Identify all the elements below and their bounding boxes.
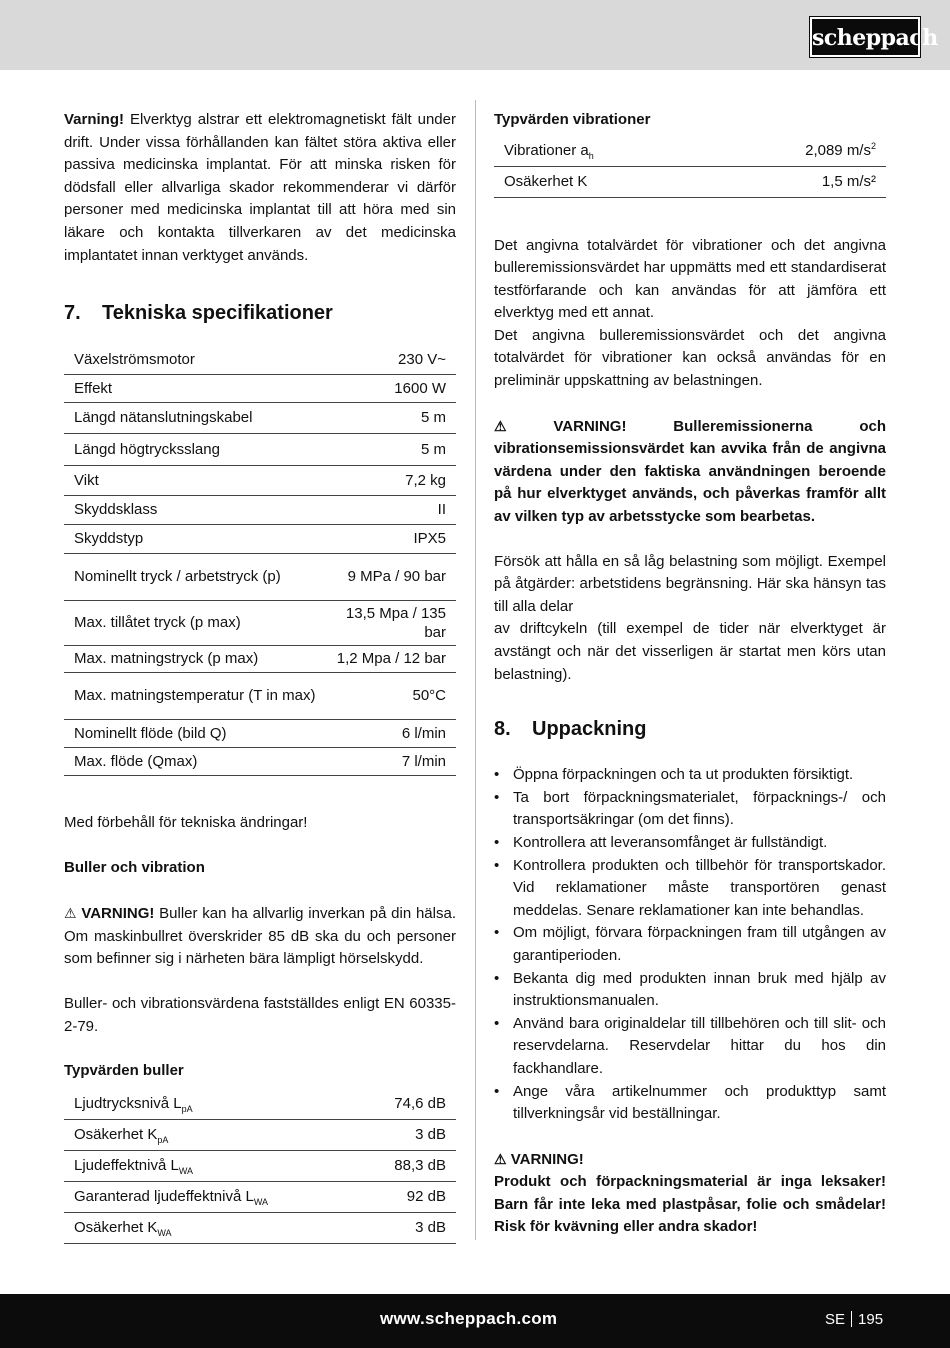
spec-row	[64, 465, 456, 495]
vibration-value	[708, 135, 886, 166]
spec-label: Max. matningstryck (p max)	[64, 645, 326, 672]
vibration-table	[494, 135, 886, 198]
noise-value: 88,3 dB	[358, 1150, 456, 1181]
spec-table	[64, 346, 456, 776]
spec-value: II	[326, 495, 456, 524]
vibration-row	[494, 166, 886, 197]
list-item: • Kontrollera att leveransomfånget är fullständigt.	[494, 832, 886, 855]
page-indicator	[825, 1309, 883, 1332]
noise-value: 3 dB	[358, 1212, 456, 1243]
emf-warning-lead: Varning!	[64, 111, 125, 128]
noise-value: 74,6 dB	[358, 1088, 456, 1119]
spec-label: Max. flöde (Qmax)	[64, 747, 326, 775]
section-7-heading	[64, 300, 456, 326]
page-separator	[851, 1311, 852, 1327]
section-7-number: 7.	[64, 302, 81, 325]
spec-row	[64, 553, 456, 600]
vibration-text-2: Det angivna bulleremissionsvärdet och det angivna totalvärdet för vibrationer kan också användas för en preliminär uppskattning av belastningen.	[494, 326, 886, 390]
spec-label: Max. matningstemperatur (T in max)	[64, 672, 326, 719]
emission-warning-paragraph	[494, 415, 886, 529]
load-text-2: av driftcykeln (till exempel de tider när elverktyget är avstängt och när det visserligen är startat men körs utan belastning).	[494, 620, 886, 683]
spec-row	[64, 402, 456, 433]
vibration-value-text: 1,5 m/s²	[821, 173, 876, 190]
spec-value: 13,5 Mpa / 135 bar	[326, 600, 456, 645]
emf-warning-paragraph	[64, 109, 456, 267]
scheppach-logo: scheppach	[810, 17, 920, 57]
spec-label: Max. tillåtet tryck (p max)	[64, 600, 326, 645]
spec-label: Effekt	[64, 374, 326, 402]
vibration-label	[494, 166, 708, 197]
noise-row	[64, 1088, 456, 1119]
spec-row	[64, 524, 456, 553]
vibration-value	[708, 166, 886, 197]
spec-row	[64, 719, 456, 747]
spec-row	[64, 346, 456, 374]
spec-value: 7 l/min	[326, 747, 456, 775]
vibration-value-text: 2,089 m/s	[805, 141, 871, 159]
page-number: 195	[858, 1311, 884, 1328]
list-item: • Ange våra artikelnummer och produkttyp samt tillverkningsår vid beställningar.	[494, 1081, 886, 1126]
emission-warning-text: VARNING! Bulleremissionerna och vibrationsemissionsvärdet kan avvika från de angivna värdena under den faktiska användningen beroende på hur elverktyget används, och påverkas framför allt av vilken typ av arbetsstycke som bearbetas.	[494, 417, 887, 526]
list-item: • Om möjligt, förvara förpackningen fram till utgången av garantiperioden.	[494, 922, 886, 967]
noise-heading: Buller och vibration	[64, 859, 205, 877]
website-link[interactable]: www.scheppach.com	[380, 1309, 558, 1328]
list-item: • Ta bort förpackningsmaterialet, förpacknings-/ och transportsäkringar (om det finns).	[494, 787, 886, 832]
vibration-text-1: Det angivna totalvärdet för vibrationer och det angivna bulleremissionsvärdet har uppmätts med ett standardiserat testförfarande och kan användas för att jämföra ett elverktyg med ett annat.	[494, 236, 886, 322]
section-8-title: Uppackning	[532, 718, 647, 741]
spec-value: 5 m	[326, 402, 456, 433]
reservation-note: Med förbehåll för tekniska ändringar!	[64, 813, 308, 831]
spec-value: 9 MPa / 90 bar	[326, 553, 456, 600]
vibration-value-superscript: 2	[870, 140, 876, 151]
spec-label: Nominellt tryck / arbetstryck (p)	[64, 553, 326, 600]
spec-row	[64, 747, 456, 775]
noise-label-subscript: pA	[181, 1103, 193, 1114]
spec-value: IPX5	[326, 524, 456, 553]
load-text-1: Försök att hålla en så låg belastning som möjligt. Exempel på åtgärder: arbetstidens begränsning. Här ska hänsyn tas till alla delar	[494, 552, 886, 615]
toy-warning-text: Produkt och förpackningsmaterial är inga leksaker! Barn får inte leka med plastpåsar, folie och smådelar! Risk för kvävning eller andra skador!	[494, 1173, 886, 1236]
noise-label-subscript: WA	[178, 1166, 193, 1177]
noise-warning-paragraph	[64, 902, 456, 971]
page-header	[0, 0, 950, 70]
right-column	[494, 109, 886, 1239]
noise-label	[64, 1119, 358, 1150]
spec-value: 5 m	[326, 433, 456, 465]
spec-label: Nominellt flöde (bild Q)	[64, 719, 326, 747]
spec-value: 6 l/min	[326, 719, 456, 747]
spec-row	[64, 600, 456, 645]
left-column	[64, 109, 456, 1244]
spec-value: 1600 W	[326, 374, 456, 402]
list-item: • Öppna förpackningen och ta ut produkten försiktigt.	[494, 764, 886, 787]
noise-label-text: Ljudtrycksnivå L	[74, 1094, 182, 1112]
noise-label-text: Osäkerhet K	[74, 1126, 158, 1144]
vibration-table-heading: Typvärden vibrationer	[494, 111, 651, 128]
noise-label-text: Garanterad ljudeffektnivå L	[74, 1188, 254, 1206]
spec-row	[64, 374, 456, 402]
noise-label	[64, 1088, 358, 1119]
noise-warning-text: Buller kan ha allvarlig inverkan på din hälsa. Om maskinbullret överskrider 85 dB ska du och personer som befinner sig i närheten bära lämpligt hörselskydd.	[64, 905, 456, 968]
section-8-heading	[494, 716, 886, 742]
noise-label-text: Ljudeffektnivå L	[74, 1157, 179, 1175]
vibration-label-text: Vibrationer a	[504, 141, 589, 159]
vibration-label-subscript: h	[588, 150, 594, 161]
vibration-label-text: Osäkerhet K	[504, 173, 588, 190]
list-item: • Kontrollera produkten och tillbehör för transportskador. Vid reklamationer måste transportören genast meddelas. Senare reklamationer kan inte behandlas.	[494, 855, 886, 923]
spec-row	[64, 672, 456, 719]
emf-warning-text: Elverktyg alstrar ett elektromagnetiskt fält under drift. Under vissa förhållanden kan fältet störa aktiva eller passiva medicinska implantat. För att minska risken för dödsfall eller allvarliga skador rekommenderar vi därför personer med medicinska implantat till att höra med sin läkare och kontakta tillverkaren av det medicinska implantatet innan verktyget används.	[64, 111, 456, 264]
spec-row	[64, 645, 456, 672]
noise-row	[64, 1212, 456, 1243]
spec-label: Vikt	[64, 465, 326, 495]
spec-row	[64, 433, 456, 465]
spec-label: Längd nätanslutningskabel	[64, 402, 326, 433]
toy-warning-lead: VARNING!	[510, 1150, 584, 1168]
noise-warning-lead: VARNING!	[81, 905, 155, 923]
toy-warning-heading	[494, 1148, 886, 1172]
list-item: • Bekanta dig med produkten innan bruk med hjälp av instruktionsmanualen.	[494, 968, 886, 1013]
warning-triangle-icon: ⚠	[494, 1150, 507, 1167]
spec-label: Skyddstyp	[64, 524, 326, 553]
noise-label	[64, 1150, 358, 1181]
noise-row	[64, 1181, 456, 1212]
page-footer	[0, 1294, 950, 1348]
unpacking-list	[494, 764, 886, 1126]
section-7-title: Tekniska specifikationer	[102, 302, 333, 325]
section-8-number: 8.	[494, 718, 511, 741]
spec-value: 7,2 kg	[326, 465, 456, 495]
noise-value: 92 dB	[358, 1181, 456, 1212]
vibration-row	[494, 135, 886, 166]
noise-label	[64, 1212, 358, 1243]
noise-label-subscript: WA	[157, 1228, 172, 1239]
spec-label: Skyddsklass	[64, 495, 326, 524]
noise-label-subscript: WA	[253, 1197, 269, 1208]
spec-label: Längd högtrycksslang	[64, 433, 326, 465]
noise-table	[64, 1088, 456, 1244]
spec-value: 50°C	[326, 672, 456, 719]
noise-value: 3 dB	[358, 1119, 456, 1150]
column-divider	[475, 100, 476, 1240]
noise-row	[64, 1119, 456, 1150]
noise-table-heading: Typvärden buller	[64, 1062, 184, 1080]
language-code: SE	[825, 1311, 846, 1328]
noise-label	[64, 1181, 358, 1212]
spec-row	[64, 495, 456, 524]
list-item: • Använd bara originaldelar till tillbehören och till slit- och reservdelarna. Reservdelar hittar du hos din fackhandlare.	[494, 1013, 886, 1081]
standard-paragraph: Buller- och vibrationsvärdena fastställdes enligt EN 60335-2-79.	[64, 995, 456, 1035]
vibration-label	[494, 135, 708, 166]
spec-label: Växelströmsmotor	[64, 346, 326, 374]
warning-triangle-icon: ⚠	[64, 905, 77, 922]
noise-row	[64, 1150, 456, 1181]
noise-label-text: Osäkerhet K	[74, 1219, 158, 1237]
spec-value: 230 V~	[326, 346, 456, 374]
warning-triangle-icon: ⚠	[494, 417, 507, 434]
spec-value: 1,2 Mpa / 12 bar	[326, 645, 456, 672]
noise-label-subscript: pA	[157, 1135, 169, 1146]
